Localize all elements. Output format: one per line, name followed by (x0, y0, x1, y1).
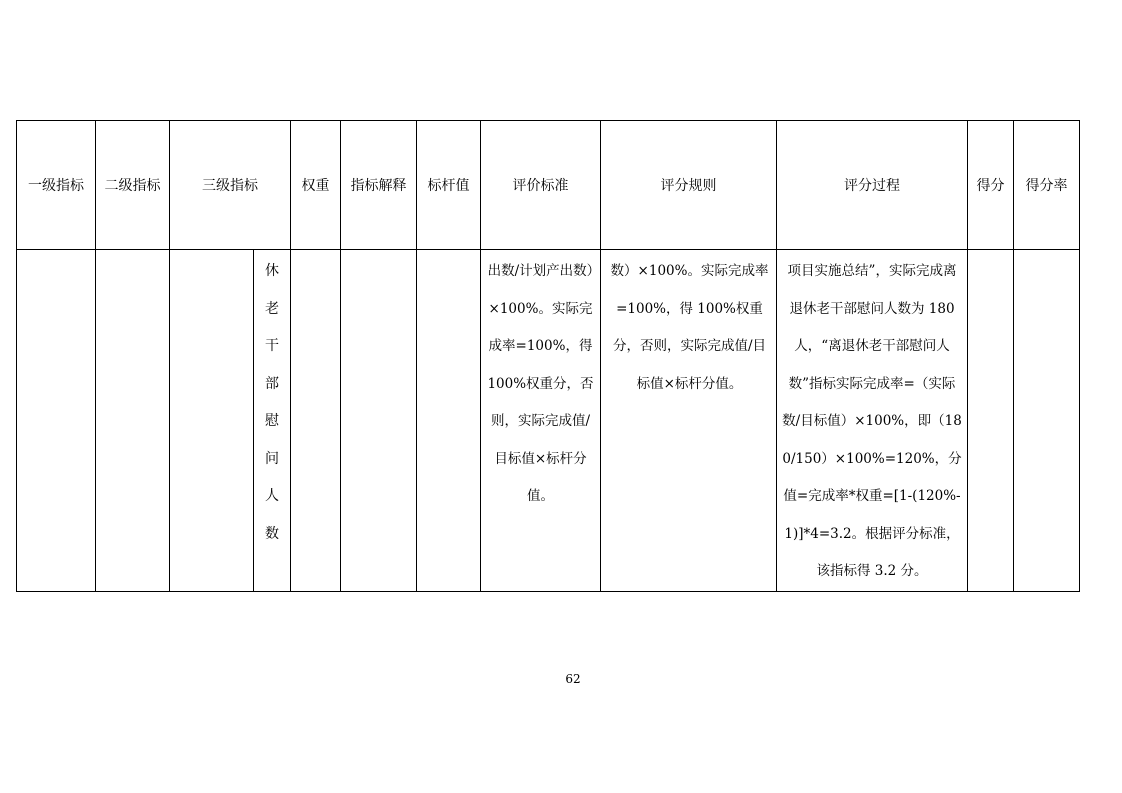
header-row (17, 121, 1080, 250)
cell-explanation (341, 250, 417, 592)
table-row (17, 250, 1080, 592)
header-level1: 一级指标 (17, 121, 96, 250)
header-level3: 三级指标 (170, 121, 291, 250)
cell-criteria (481, 250, 601, 592)
level3-indicator-name: 休老干部慰问人数 (265, 263, 279, 542)
process-text: 项目实施总结”，实际完成离退休老干部慰问人数为 180人，“离退休老干部慰问人数”指标实际完成率=（实际数/目标值）×100%，即（180/150）×100%=120%，分值=完成率*权重=[1-(120%-1)]*4=3.2。根据评分标准，该指标得 3.2 分。 (782, 263, 962, 579)
cell-level3-b (254, 250, 291, 592)
cell-score-rate (1014, 250, 1080, 592)
cell-weight (291, 250, 341, 592)
header-score: 得分 (968, 121, 1014, 250)
cell-benchmark (417, 250, 481, 592)
header-process: 评分过程 (777, 121, 968, 250)
header-criteria: 评价标准 (481, 121, 601, 250)
cell-level2 (96, 250, 170, 592)
rule-text: 数）×100%。实际完成率=100%，得 100%权重分，否则，实际完成值/目标值×标杆分值。 (610, 263, 769, 392)
header-benchmark: 标杆值 (417, 121, 481, 250)
cell-level3-a (170, 250, 254, 592)
header-score-rate: 得分率 (1014, 121, 1080, 250)
header-explanation: 指标解释 (341, 121, 417, 250)
cell-rule (601, 250, 777, 592)
cell-process (777, 250, 968, 592)
header-level2: 二级指标 (96, 121, 170, 250)
header-rule: 评分规则 (601, 121, 777, 250)
cell-score (968, 250, 1014, 592)
criteria-text: 出数/计划产出数）×100%。实际完成率=100%，得100%权重分，否则，实际完成值/目标值×标杆分值。 (487, 263, 594, 504)
page-number: 62 (565, 672, 581, 686)
cell-level1 (17, 250, 96, 592)
header-weight: 权重 (291, 121, 341, 250)
indicator-table (16, 120, 1080, 592)
